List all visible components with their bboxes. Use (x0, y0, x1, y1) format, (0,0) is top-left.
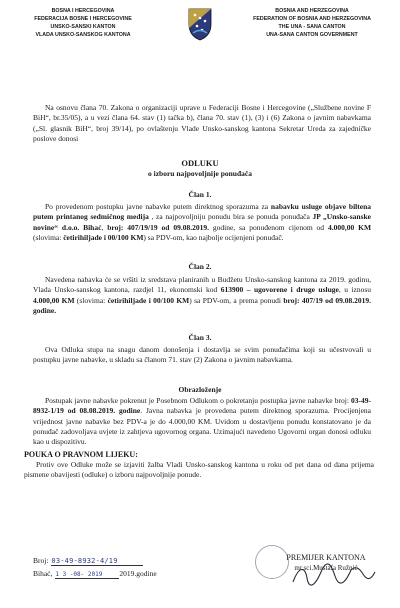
bihac-label: Bihać, (33, 569, 53, 578)
header-right (232, 7, 392, 39)
text-segment: . Javna nabavka je provedena putem direktnog sporazuma. Procijenjena vrijednost javne nabavke bez PDV-a je do 4.000,00 KM. Uvidom u dostavljenu ponudu konstatovano je da ponuđač zadovoljava uvjete iz zahtjeva ugovornog organa. Uzimajući navedeno Ugovorni organ donosi odluku kao u dispozitivu. (33, 406, 372, 447)
text-segment: broj: 407/19 od 09.08.2019. godine. (33, 295, 371, 315)
date-suffix: 2019.godine (119, 569, 157, 578)
article-2-text (33, 275, 371, 316)
place-date (33, 569, 157, 579)
text-segment: nabavku usluge objave biltena putem printanog sedmičnog medija (33, 202, 371, 222)
broj-value: 03-49-8932-4/19 (51, 557, 143, 566)
article-3-heading: Član 3. (188, 333, 212, 342)
signatory-name: mr.sci.Mustafa Ružnić (294, 564, 358, 572)
text-segment: 4.000,00 KM (33, 295, 75, 305)
text-segment: broj: 407/19/19 od 09.08.2019. (107, 222, 209, 232)
header-right-line: THE UNA - SANA CANTON (278, 24, 346, 30)
header-right-line: FEDERATION OF BOSNIA AND HERZEGOVINA (253, 16, 371, 22)
text-segment: (slovima: (74, 295, 108, 305)
text-segment: 4.000,00 KM (327, 222, 372, 232)
text-segment: , za najpovoljniju ponudu bira se ponuda ponuđača (148, 212, 313, 222)
obrazlozenje-heading: Obrazloženje (178, 385, 222, 394)
header-left-line: VLADA UNSKO-SANSKOG KANTONA (35, 32, 131, 38)
header-left (8, 7, 158, 39)
coat-of-arms-icon (186, 6, 214, 42)
article-1-heading: Član 1. (188, 190, 212, 199)
obrazlozenje-text (33, 396, 371, 447)
document-title: ODLUKU (181, 158, 219, 168)
text-segment: , u iznosu (338, 285, 371, 295)
handwritten-signature-icon (285, 560, 380, 588)
intro-paragraph: Na osnovu člana 70. Zakona o organizaciji uprave u Federaciji Bosne i Hercegovine („Službene novine F BiH“, br.35/05), a u vezi člana 64. stav (1) tačka b), člana 70. stav (1), (3) i (6) Zakona o javnim nabavkama („Sl. glasnik BiH“, broj 39/14), po ovlaštenju Vlade Unsko-sanskog kantona Sekretar Ureda za zajedničke poslove donosi (33, 103, 371, 143)
header-left-line: BOSNA I HERCEGOVINA (51, 8, 115, 14)
text-segment: Navedena nabavka će se vršiti iz sredstava planiranih u Budžetu Unsko-sanskog kantona za 2019. godinu, Vlada Unsko-sanskog kantona, razdjel 11, ekonomski kod (33, 275, 371, 295)
text-segment: četirihiljade i 00/100 KM (107, 295, 190, 305)
text-segment: četirihiljade i 00/100 KM (63, 232, 144, 242)
header-right-line: BOSNIA AND HERZEGOVINA (275, 8, 349, 14)
text-segment: ) sa PDV-om, a prema ponudi (189, 295, 284, 305)
text-segment: 03-49-8932-1/19 od 08.08.2019. godine (33, 396, 371, 416)
article-2-heading: Član 2. (188, 262, 212, 271)
official-stamp-icon (255, 545, 289, 579)
text-segment: , (101, 222, 108, 232)
header-left-line: FEDERACIJA BOSNE I HERCEGOVINE (34, 16, 132, 22)
text-segment: Ova Odluka stupa na snagu danom donošenja i dostavlja se svim ponuđačima koji su učestvovali u postupku javne nabavke, u skladu sa članom 71. stav (2) Zakona o javnim nabavkama. (33, 345, 371, 365)
pouka-heading: POUKA O PRAVNOM LIJEKU: (24, 450, 138, 459)
article-1-text (33, 202, 371, 243)
document-subtitle: o izboru najpovoljnije ponuđača (148, 169, 252, 178)
text-segment: JP „Unsko-sanske novine“ d.o.o. Bihać (33, 212, 371, 232)
pouka-text: Protiv ove Odluke može se izjaviti žalba Vladi Unsko-sanskog kantona u roku od pet dana od dana prijema pismene obavijesti (odluke) o izboru najpovoljnije ponude. (24, 460, 374, 480)
text-segment: Postupak javne nabavke pokrenut je Posebnom Odlukom o pokretanju postupka javne nabavke broj: (45, 396, 351, 405)
text-segment: godine, sa ponuđenom cijenom od (208, 222, 328, 232)
header-left-line: UNSKO-SANSKI KANTON (50, 24, 116, 30)
text-segment: Po provedenom postupku javne nabavke putem direktnog sporazuma za (45, 202, 271, 211)
text-segment: (slovima: (33, 232, 64, 242)
signatory-title: PREMIJER KANTONA (286, 553, 366, 562)
text-segment: ) sa PDV-om, kao najbolje ocijenjeni ponuđač. (143, 232, 284, 242)
broj-label: Broj: (33, 556, 49, 565)
text-segment: 613900 – ugovorene i druge usluge (220, 285, 339, 295)
date-stamp-value: 1 3 -08- 2019 (55, 571, 119, 579)
header-right-line: UNA-SANA CANTON GOVERNMENT (266, 32, 358, 38)
article-3-text (33, 345, 371, 366)
document-number (33, 556, 143, 566)
